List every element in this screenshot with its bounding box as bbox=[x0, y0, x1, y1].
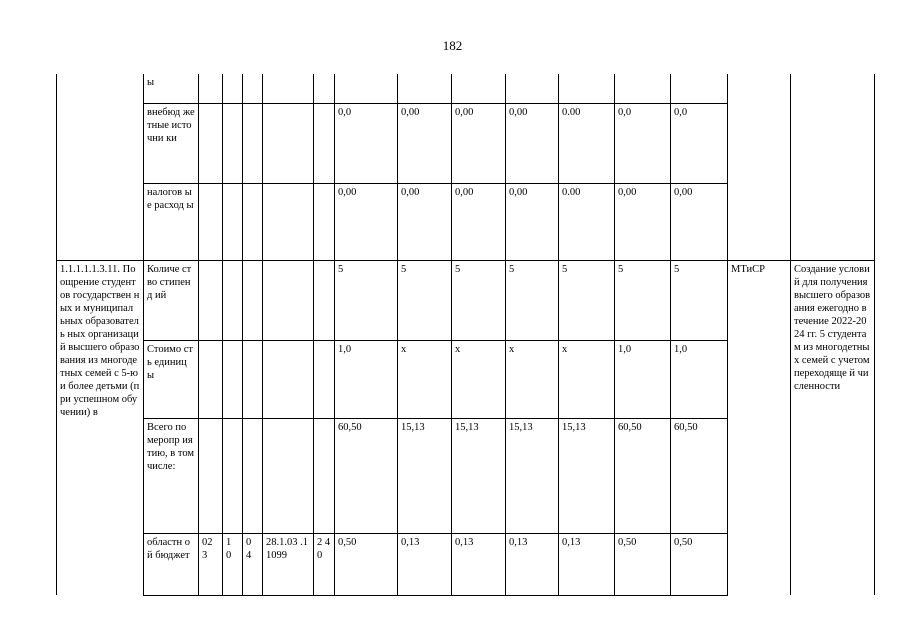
value-cell: 0,13 bbox=[398, 533, 452, 595]
value-cell: 0,13 bbox=[452, 533, 506, 595]
value-cell: 15,13 bbox=[452, 418, 506, 533]
value-cell: 5 bbox=[671, 260, 728, 340]
indicator-cell: Стоимо сть единиц ы bbox=[144, 340, 199, 418]
subsection-code: 0 4 bbox=[243, 533, 263, 595]
grbs-code: 02 3 bbox=[199, 533, 223, 595]
value-cell: 0,50 bbox=[615, 533, 671, 595]
indicator-cell: областн ой бюджет bbox=[144, 533, 199, 595]
value-cell: 5 bbox=[398, 260, 452, 340]
table-row bbox=[57, 260, 875, 340]
value-cell: 15,13 bbox=[506, 418, 559, 533]
value-cell: 0.00 bbox=[559, 103, 615, 183]
value-cell: 5 bbox=[335, 260, 398, 340]
value-cell: 5 bbox=[615, 260, 671, 340]
indicator-cell: Всего по меропр иятию, в том числе: bbox=[144, 418, 199, 533]
indicator-cell: внебюд жетные источни ки bbox=[144, 103, 199, 183]
value-cell: 0,00 bbox=[398, 183, 452, 260]
value-cell: 1,0 bbox=[671, 340, 728, 418]
value-cell: 0.00 bbox=[559, 183, 615, 260]
value-cell: 1,0 bbox=[335, 340, 398, 418]
indicator-cell: налогов ые расход ы bbox=[144, 183, 199, 260]
result-cell-continued bbox=[791, 74, 875, 260]
value-cell: 0,00 bbox=[506, 183, 559, 260]
page-number: 182 bbox=[442, 38, 463, 53]
value-cell: 0,00 bbox=[671, 183, 728, 260]
value-cell: 0,00 bbox=[615, 183, 671, 260]
value-cell: 15,13 bbox=[398, 418, 452, 533]
value-cell: 0,00 bbox=[452, 183, 506, 260]
value-cell: х bbox=[506, 340, 559, 418]
expense-type-code: 2 4 0 bbox=[314, 533, 335, 595]
value-cell: 0,13 bbox=[506, 533, 559, 595]
value-cell: х bbox=[559, 340, 615, 418]
measure-cell-continued bbox=[57, 74, 144, 260]
executor-cell-continued bbox=[728, 74, 791, 260]
value-cell: х bbox=[398, 340, 452, 418]
budget-table bbox=[56, 74, 875, 596]
value-cell: 0,50 bbox=[671, 533, 728, 595]
value-cell: 0,0 bbox=[335, 103, 398, 183]
expected-result: Создание условий для получения высшего образования ежегодно в течение 2022-2024 гг. 5 студентам из многодетны х семей с учетом переходяще й численности bbox=[791, 260, 875, 595]
value-cell: 0,00 bbox=[398, 103, 452, 183]
value-cell: 0,0 bbox=[671, 103, 728, 183]
target-article-code: 28.1.03 .11099 bbox=[263, 533, 314, 595]
indicator-cell: Количе ство стипенд ий bbox=[144, 260, 199, 340]
value-cell: 5 bbox=[559, 260, 615, 340]
executor: МТиСР bbox=[728, 260, 791, 595]
value-cell: 0,13 bbox=[559, 533, 615, 595]
value-cell: 5 bbox=[506, 260, 559, 340]
section-code: 1 0 bbox=[223, 533, 243, 595]
value-cell: 0,0 bbox=[615, 103, 671, 183]
value-cell: 60,50 bbox=[335, 418, 398, 533]
value-cell: 0,50 bbox=[335, 533, 398, 595]
value-cell: 1,0 bbox=[615, 340, 671, 418]
value-cell: 0,00 bbox=[452, 103, 506, 183]
measure-name: 1.1.1.1.1.3.11. Поощрение студентов государствен ных и муниципал ьных образователь ных организаций высшего образования из многодетных семей с 5-ю и более детьми (при успешном обучении) в bbox=[57, 260, 144, 595]
value-cell: 60,50 bbox=[671, 418, 728, 533]
value-cell: 15,13 bbox=[559, 418, 615, 533]
value-cell: 5 bbox=[452, 260, 506, 340]
value-cell: 60,50 bbox=[615, 418, 671, 533]
value-cell: 0,00 bbox=[335, 183, 398, 260]
indicator-cell: ы bbox=[144, 74, 199, 103]
value-cell: 0,00 bbox=[506, 103, 559, 183]
value-cell: х bbox=[452, 340, 506, 418]
table-row bbox=[57, 74, 875, 103]
